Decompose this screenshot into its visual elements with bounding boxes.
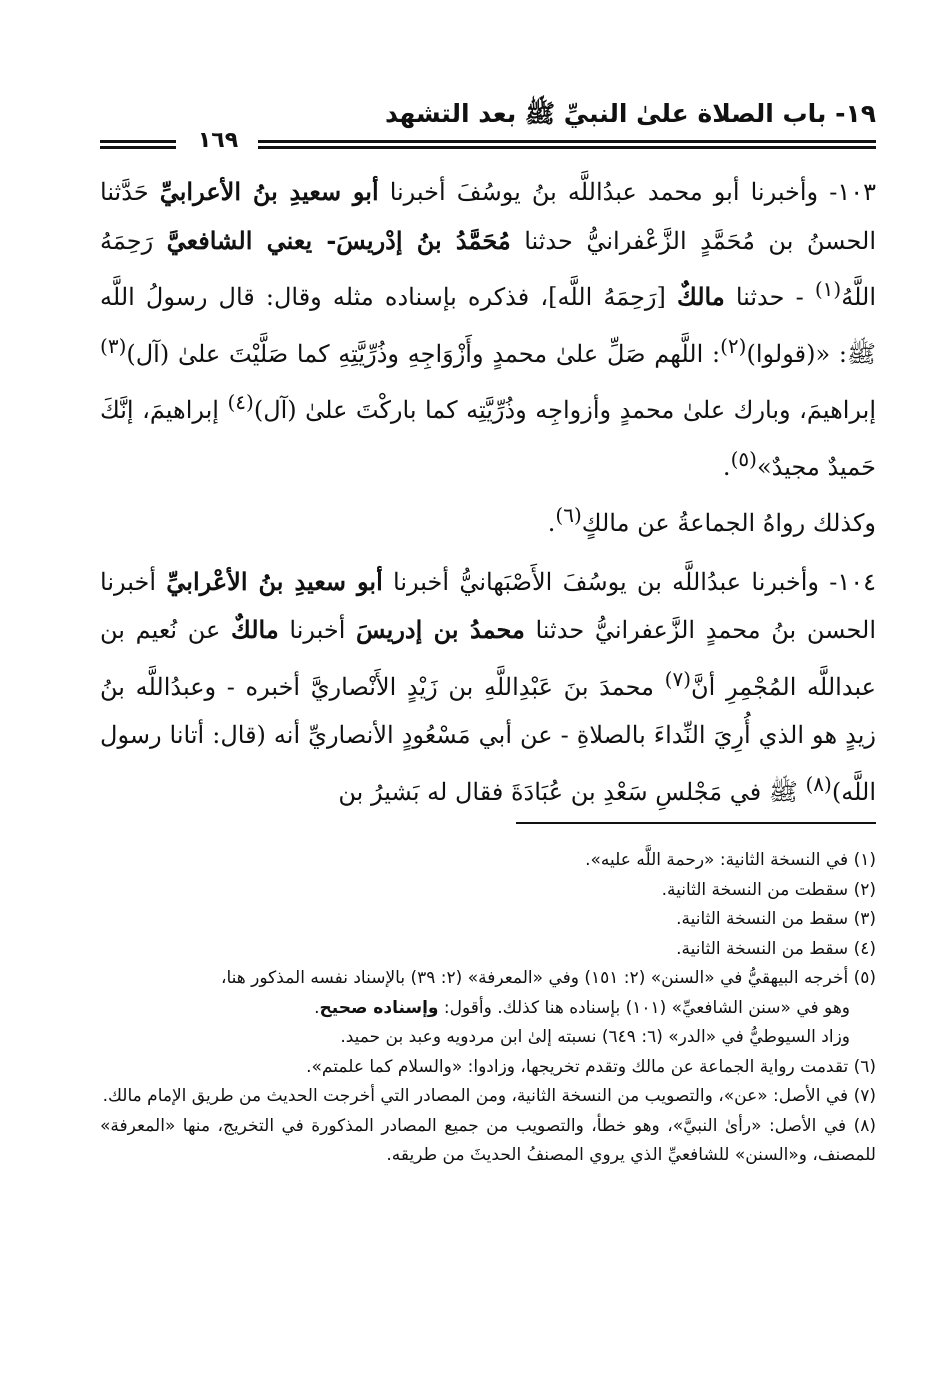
footnote-4: (٤) سقط من النسخة الثانية. (676, 938, 876, 959)
footnote-5-cont: وهو في «سنن الشافعيِّ» (١٠١) بإسناده هنا كذلك. وأقول: وإسناده صحيح. (314, 997, 850, 1018)
chapter-title: ١٩- باب الصلاة علىٰ النبيِّ ﷺ بعد التشهد (385, 99, 876, 128)
hadith-103: ١٠٣- وأخبرنا أبو محمد عبدُاللَّه بنُ يوسُفَ أخبرنا أبو سعيدِ بنُ الأعرابيِّ حَدَّثنا الحسنُ بن مُحَمَّدٍ الزَّعْفرانيُّ حدثنا مُحَمَّدُ بنُ إدْريسَ- يعني الشافعيَّ رَحِمَهُ اللَّهُ$^{(١)}$ - حدثنا مالكٌ [رَحِمَهُ اللَّه]، فذكره بإسناده مثله وقال: قال رسولُ اللَّه ﷺ: «(قولوا)$^{(٢)}$: اللَّهم صَلِّ علىٰ محمدٍ وأَزْوَاجِهِ وذُرِّيَّتِهِ كما صَلَّيْتَ علىٰ (آل)$^{(٣)}$ إبراهيمَ، وبارك علىٰ محمدٍ وأزواجِه وذُرِّيَّتِه كما باركْتَ علىٰ (آل)$^{(٤)}$ إبراهيمَ، إنَّكَ حَميدٌ مجيدٌ»$^{(٥)}$. (100, 177, 877, 481)
footnote-ref[interactable]: (٢) (720, 333, 747, 358)
footnote-5-cont2: وزاد السيوطيُّ في «الدر» (٦: ٦٤٩) نسبته إلىٰ ابن مردويه وعبد بن حميد. (340, 1027, 850, 1047)
page-number: ١٦٩ (197, 128, 239, 153)
grading-bold: وإسناده صحيح (319, 997, 439, 1018)
narrator-bold: محمدُ بن إدريسَ (356, 615, 525, 644)
footnote-ref[interactable]: (١) (814, 277, 842, 301)
footnote-2: (٢) سقطت من النسخة الثانية. (661, 879, 876, 900)
footnote-ref[interactable]: (٦) (555, 503, 582, 527)
narrator-bold: مالكٌ (231, 615, 279, 644)
footnote-1: (١) في النسخة الثانية: «رحمة اللَّه عليه». (585, 850, 876, 870)
paragraph-gap (100, 548, 876, 558)
footnote-separator (516, 822, 876, 824)
note-line: وكذلك رواهُ الجماعةُ عن مالكٍ$^{(٦)}$. (547, 503, 876, 537)
hadith-104: ١٠٤- وأخبرنا عبدُاللَّه بن يوسُفَ الأَصْبَهانيُّ أخبرنا أبو سعيدِ بنُ الأعْرابيِّ أخبرنا الحسن بنُ محمدٍ الزَّعفرانيُّ حدثنا محمدُ بن إدريسَ أخبرنا مالكٌ عن نُعيم بن عبداللَّه المُجْمِرِ أنَّ$^{(٧)}$ محمدَ بنَ عَبْدِاللَّهِ بن زَيْدٍ الأَنْصاريَّ أخبره - وعبدُاللَّه بنُ زيدٍ هو الذي أُرِيَ النِّداءَ بالصلاةِ - عن أبي مَسْعُودٍ الأنصاريِّ أنه (قال: أتانا رسول اللَّه)$^{(٨)}$ ﷺ في مَجْلسِ سَعْدِ بن عُبَادَةَ فقال له بَشيرُ بن (100, 566, 877, 806)
footnotes (100, 846, 876, 1171)
footnote-ref[interactable]: (٣) (100, 333, 127, 358)
footnote-3: (٣) سقط من النسخة الثانية. (676, 909, 876, 929)
footnote-ref[interactable]: (٥) (730, 446, 757, 471)
footnote-ref[interactable]: (٤) (227, 390, 254, 414)
narrator-bold: أبو سعيدِ بنُ الأعرابيِّ (159, 177, 379, 206)
footnote-ref[interactable]: (٨) (805, 771, 832, 796)
footnote-ref[interactable]: (٧) (664, 666, 692, 691)
main-text (100, 168, 876, 816)
footnote-6: (٦) تقدمت رواية الجماعة عن مالك وتقدم تخريجها، وزادوا: «والسلام كما علمتم». (306, 1056, 876, 1077)
footnote-7: (٧) في الأصل: «عن»، والتصويب من النسخة الثانية، ومن المصادر التي أخرجت الحديث من طريق الإمام مالك. (102, 1086, 876, 1106)
narrator-bold: أبو سعيدِ بنُ الأعْرابيِّ (166, 566, 383, 596)
footnote-5: (٥) أخرجه البيهقيُّ في «السنن» (٢: ١٥١) وفي «المعرفة» (٢: ٣٩) بالإسناد نفسه المذكور هنا، (221, 968, 876, 988)
footnote-8: (٨) في الأصل: «رأىٰ النبيَّ»، وهو خطأ، والتصويب من جميع المصادر المذكورة في التخريج، منها «المعرفة» للمصنف، و«السنن» للشافعيِّ الذي يروي المصنفُ الحديثَ من طريقه. (100, 1115, 876, 1165)
header-rule-long (258, 140, 876, 149)
narrator-bold: مالكٌ (677, 282, 725, 311)
narrator-bold: مُحَمَّدُ بنُ إدْريسَ- يعني الشافعيَّ (166, 225, 511, 255)
header-rule-short (100, 140, 176, 149)
